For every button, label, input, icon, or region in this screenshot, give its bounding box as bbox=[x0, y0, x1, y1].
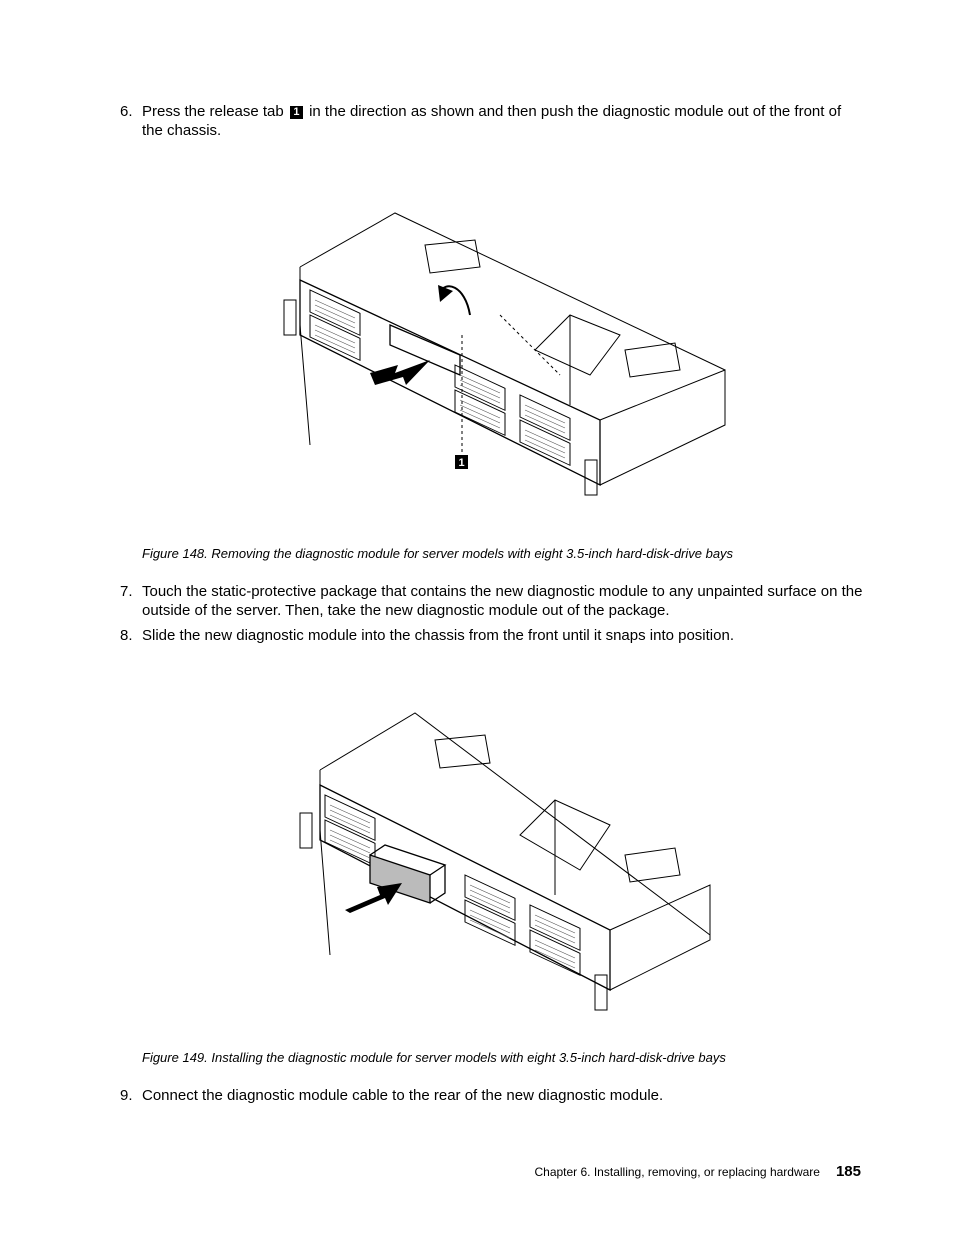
step-number: 8. bbox=[120, 627, 133, 644]
step-text bbox=[142, 102, 865, 140]
step-9 bbox=[120, 1086, 865, 1105]
figure-148-caption: Figure 148. Removing the diagnostic module for server models with eight 3.5-inch hard-disk-drive bays bbox=[142, 546, 734, 561]
step-6 bbox=[120, 102, 865, 140]
step-text: Slide the new diagnostic module into the chassis from the front until it snaps into position. bbox=[142, 627, 734, 644]
callout-1: 1 bbox=[290, 106, 303, 119]
step-8 bbox=[120, 626, 865, 645]
step-text: Touch the static-protective package that contains the new diagnostic module to any unpainted surface on the outside of the server. Then, take the new diagnostic module out of the package. bbox=[142, 583, 863, 619]
page-footer bbox=[534, 1163, 861, 1181]
step-text: Connect the diagnostic module cable to the rear of the new diagnostic module. bbox=[142, 1087, 664, 1104]
step-text-part: in the direction as shown and then push the diagnostic module out of the front of the chassis. bbox=[142, 103, 842, 139]
step-number: 9. bbox=[120, 1087, 133, 1104]
figure-148-illustration bbox=[270, 205, 730, 505]
figure-149-illustration bbox=[290, 705, 720, 1015]
figure-callout-label: 1 bbox=[458, 457, 465, 469]
figure-149-caption: Figure 149. Installing the diagnostic module for server models with eight 3.5-inch hard-disk-drive bays bbox=[142, 1050, 726, 1065]
page-number: 185 bbox=[835, 1163, 861, 1180]
footer-chapter: Chapter 6. Installing, removing, or replacing hardware bbox=[534, 1165, 820, 1179]
step-number: 6. bbox=[120, 103, 133, 120]
step-7 bbox=[120, 582, 865, 620]
step-text-part: Press the release tab bbox=[142, 103, 284, 120]
step-number: 7. bbox=[120, 583, 133, 600]
